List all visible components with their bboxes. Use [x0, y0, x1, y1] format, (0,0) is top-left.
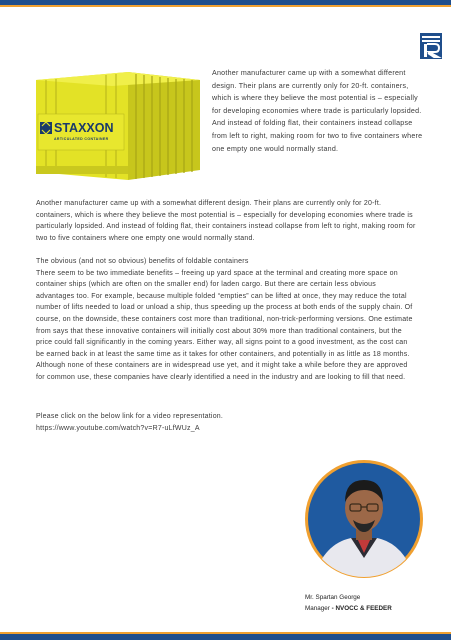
- video-link[interactable]: https://www.youtube.com/watch?v=R7-uLfWUz_A: [36, 424, 200, 432]
- bottom-blue-bar: [0, 634, 451, 640]
- company-logo: [420, 33, 442, 59]
- foldable-container-illustration: [32, 66, 204, 186]
- author-signature: Mr. Spartan George Manager - NVOCC & FEEDER: [305, 594, 392, 612]
- container-tagline-text: ARTICULATED CONTAINER: [54, 137, 109, 141]
- author-dept: NVOCC & FEEDER: [335, 605, 392, 612]
- container-brand-mark: [40, 122, 52, 134]
- benefits-closing: Although none of these containers are in widespread use yet, and it might take a while before they are approved for common use, these companies have clearly identified a need in the industry and are looking to fill that need.: [36, 362, 408, 381]
- author-photo: [305, 458, 423, 580]
- benefits-section: [36, 256, 416, 384]
- video-prompt: Please click on the below link for a video representation.: [36, 413, 224, 420]
- author-role: Manager: [305, 605, 330, 612]
- intro-paragraph-right: Another manufacturer came up with a somewhat different design. Their plans are currently only for 20-ft. containers, which is where they believe the most potential is – especially for developing economies where trade is particularly lopsided. And instead of folding flat, their containers instead collapse from left to right, making room for two to five containers where one empty one would normally stand.: [212, 69, 423, 153]
- intro-paragraph-full: Another manufacturer came up with a somewhat different design. Their plans are currently only for 20-ft. containers, which is where they believe the most potential is – especially for developing economies where trade is particularly lopsided. And instead of folding flat, their containers instead collapse from left to right, making room for two to five containers where one empty one would normally stand.: [36, 200, 416, 242]
- container-brand-text: STAXXON: [54, 121, 114, 135]
- benefits-body: There seem to be two immediate benefits – freeing up yard space at the terminal and creating more space on container ships (which are often on the smaller end) for laden cargo. But there are certain less obvious advantages too. For example, because multiple folded “empties” can be lifted at once, they may reduce the total number of lifts needed to load or unload a ship, thus speeding up the process at both ends of the supply chain. Of course, on the downside, these containers cost more than traditional, non-trick-performing versions. One estimate from says that these innovative containers will initially cost about 30% more than traditional containers, but the price could fall significantly in the coming years. Either way, all signs point to a good investment, as the cost can be earned back in at least the same time as it takes for other containers, and potentially in as little as 18 months.: [36, 269, 413, 358]
- top-orange-bar: [0, 5, 451, 7]
- author-name: Mr. Spartan George: [305, 594, 361, 601]
- video-section: [36, 411, 416, 434]
- benefits-heading: The obvious (and not so obvious) benefits of foldable containers: [36, 258, 249, 265]
